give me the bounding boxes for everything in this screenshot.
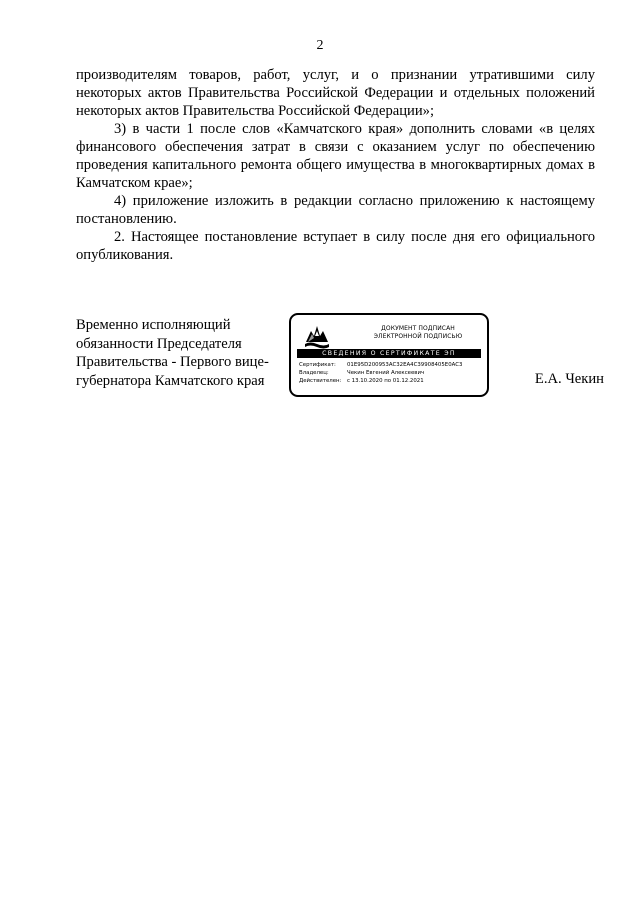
stamp-title xyxy=(349,325,487,341)
body-text xyxy=(76,66,595,264)
signer-title-line: Правительства - Первого вице- xyxy=(76,354,269,370)
stamp-row-validity xyxy=(299,377,487,385)
paragraph-continuation: производителям товаров, работ, услуг, и о признании утратившими силу некоторых актов Правительства Российской Федерации и отдельных положений некоторых актов Правительства Российской Федерации»; xyxy=(76,67,595,119)
stamp-value: Чекин Евгений Алексеевич xyxy=(347,370,425,376)
stamp-row-owner xyxy=(299,369,487,377)
paragraph-clause-2: 2. Настоящее постановление вступает в силу после дня его официального опубликования. xyxy=(76,229,595,263)
signer-name: Е.А. Чекин xyxy=(534,371,604,387)
stamp-row-certificate xyxy=(299,361,487,369)
stamp-title-line: ЭЛЕКТРОННОЙ ПОДПИСЬЮ xyxy=(373,333,463,340)
stamp-label: Сертификат: xyxy=(299,362,336,368)
stamp-label: Владелец: xyxy=(299,370,329,376)
signer-title-line: Временно исполняющий xyxy=(76,317,231,333)
stamp-value: 01E95D200953AC32EA4C39908405E0AC3 xyxy=(347,362,463,368)
signer-title-line: обязанности Председателя xyxy=(76,335,242,352)
electronic-signature-stamp xyxy=(289,313,489,397)
stamp-label: Действителен: xyxy=(299,378,342,384)
stamp-title-line: ДОКУМЕНТ ПОДПИСАН xyxy=(381,325,455,332)
stamp-certificate-header: СВЕДЕНИЯ О СЕРТИФИКАТЕ ЭП xyxy=(297,349,481,358)
signer-title xyxy=(76,316,276,390)
stamp-value: с 13.10.2020 по 01.12.2021 xyxy=(347,378,424,384)
signer-title-line: губернатора Камчатского края xyxy=(76,372,265,389)
coat-of-arms-icon xyxy=(303,322,331,350)
page-number: 2 xyxy=(316,38,324,53)
paragraph-item-4: 4) приложение изложить в редакции согласно приложению к настоящему постановлению. xyxy=(76,193,595,227)
paragraph-item-3: 3) в части 1 после слов «Камчатского края» дополнить словами «в целях финансового обеспечения затрат в связи с оказанием услуг по обеспечению проведения капитального ремонта общего имущества в многоквартирных домах в Камчатском крае»; xyxy=(76,121,595,191)
stamp-certificate-details xyxy=(299,361,487,385)
